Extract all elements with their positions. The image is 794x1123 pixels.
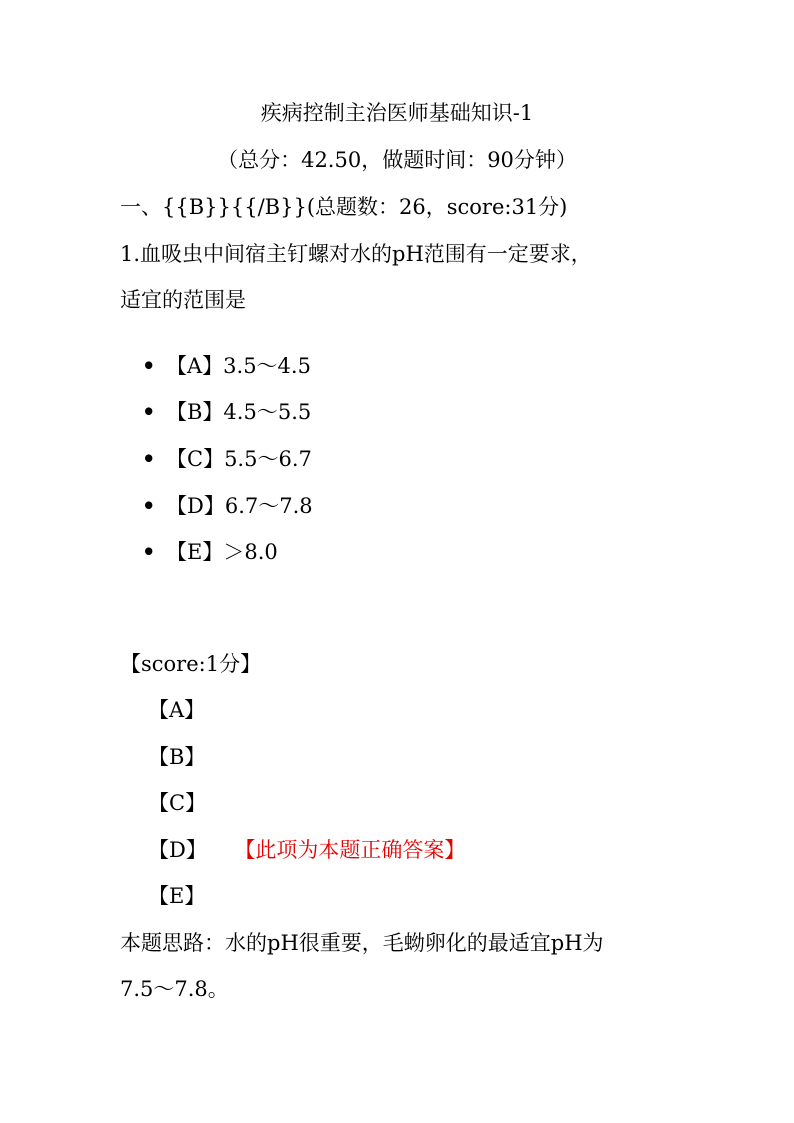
- question-text-line-1: 1.血吸虫中间宿主钉螺对水的pH范围有一定要求，: [120, 242, 592, 266]
- answer-choice-d: 【D】: [148, 838, 207, 862]
- option-c-label: 【C】5.5～6.7: [166, 447, 312, 471]
- bullet-icon: •: [142, 493, 156, 518]
- option-d: [142, 495, 313, 517]
- document-subtitle: （总分：42.50，做题时间：90分钟）: [217, 148, 577, 172]
- answer-choice-d-row: [148, 840, 465, 861]
- answer-choice-b: 【B】: [148, 745, 206, 769]
- option-a: [142, 355, 311, 377]
- option-a-label: 【A】3.5～4.5: [166, 354, 311, 378]
- option-c: [142, 448, 312, 470]
- answer-choice-e: 【E】: [148, 884, 206, 908]
- explanation-line-2: 7.5～7.8。: [120, 977, 229, 1001]
- bullet-icon: •: [142, 539, 156, 564]
- correct-answer-marker: 【此项为本题正确答案】: [244, 838, 466, 862]
- answer-choice-c: 【C】: [148, 791, 207, 815]
- bullet-icon: •: [142, 446, 156, 471]
- answer-choice-a: 【A】: [148, 698, 206, 722]
- bullet-icon: •: [142, 353, 156, 378]
- option-b: [142, 401, 311, 423]
- question-text-line-2: 适宜的范围是: [120, 288, 246, 312]
- option-e: [142, 541, 278, 563]
- section-heading: 一、{{B}}{{/B}}(总题数：26，score:31分): [120, 195, 568, 219]
- document-title: 疾病控制主治医师基础知识-1: [260, 101, 534, 125]
- option-d-label: 【D】6.7～7.8: [166, 494, 313, 518]
- option-e-label: 【E】＞8.0: [166, 540, 278, 564]
- answer-score: 【score:1分】: [120, 652, 262, 676]
- bullet-icon: •: [142, 399, 156, 424]
- option-b-label: 【B】4.5～5.5: [166, 400, 312, 424]
- explanation-line-1: 本题思路：水的pH很重要，毛蚴卵化的最适宜pH为: [120, 931, 604, 955]
